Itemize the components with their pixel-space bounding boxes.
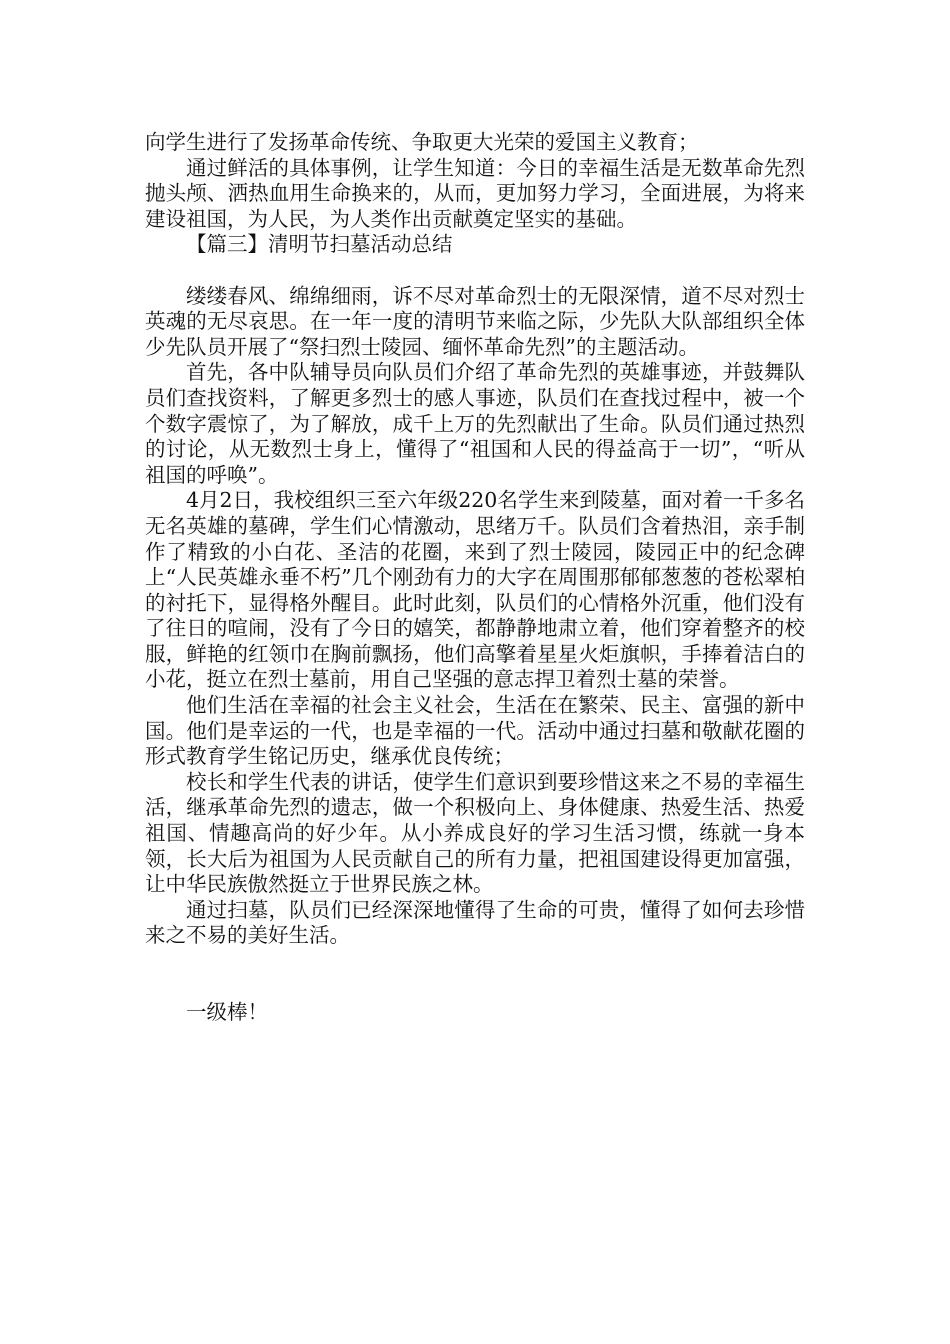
section-title: 【篇三】清明节扫墓活动总结 xyxy=(186,232,453,257)
continuation-paragraph: 向学生进行了发扬革命传统、争取更大光荣的爱国主义教育； xyxy=(145,130,699,154)
spacer xyxy=(145,949,805,1000)
paragraph-6: 通过扫墓，队员们已经深深地懂得了生命的可贵，懂得了如何去珍惜来之不易的美好生活。 xyxy=(145,897,805,948)
intro-paragraph: 通过鲜活的具体事例，让学生知道：今日的幸福生活是无数革命先烈抛头颅、洒热血用生命换来的，从而，更加努力学习，全面进展，为将来建设祖国，为人民，为人类作出贡献奠定坚实的基础。 xyxy=(145,155,805,231)
paragraph-4: 他们生活在幸福的社会主义社会，生活在在繁荣、民主、富强的新中国。他们是幸运的一代，也是幸福的一代。活动中通过扫墓和敬献花圈的形式教育学生铭记历史，继承优良传统； xyxy=(145,693,805,769)
closing-line: 一级棒！ xyxy=(186,1000,268,1024)
paragraph-1: 缕缕春风、绵绵细雨，诉不尽对革命烈士的无限深情，道不尽对烈士英魂的无尽哀思。在一年一度的清明节来临之际，少先队大队部组织全体少先队员开展了“祭扫烈士陵园、缅怀革命先烈”的主题活动。 xyxy=(145,283,805,359)
paragraph-3: 4月2日，我校组织三至六年级220名学生来到陵墓，面对着一千多名无名英雄的墓碑，学生们心情激动，思绪万千。队员们含着热泪，亲手制作了精致的小白花、圣洁的花圈，来到了烈士陵园，陵园正中的纪念碑上“人民英雄永垂不朽”几个刚劲有力的大字在周围那郁郁葱葱的苍松翠柏的衬托下，显得格外醒目。此时此刻，队员们的心情格外沉重，他们没有了往日的喧闹，没有了今日的嬉笑，都静静地肃立着，他们穿着整齐的校服，鲜艳的红领巾在胸前飘扬，他们高擎着星星火炬旗帜，手捧着洁白的小花，挺立在烈士墓前，用自己坚强的意志捍卫着烈士墓的荣誉。 xyxy=(145,488,805,692)
document-body xyxy=(145,130,805,1026)
spacer xyxy=(145,258,805,284)
paragraph-2: 首先，各中队辅导员向队员们介绍了革命先烈的英雄事迹，并鼓舞队员们查找资料，了解更多烈士的感人事迹，队员们在查找过程中，被一个个数字震惊了，为了解放，成千上万的先烈献出了生命。队员们通过热烈的讨论，从无数烈士身上，懂得了“祖国和人民的得益高于一切”，“听从祖国的呼唤”。 xyxy=(145,360,805,487)
paragraph-5: 校长和学生代表的讲话，使学生们意识到要珍惜这来之不易的幸福生活，继承革命先烈的遗志，做一个积极向上、身体健康、热爱生活、热爱祖国、情趣高尚的好少年。从小养成良好的学习生活习惯，练就一身本领，长大后为祖国为人民贡献自己的所有力量，把祖国建设得更加富强，让中华民族傲然挺立于世界民族之林。 xyxy=(145,769,805,897)
